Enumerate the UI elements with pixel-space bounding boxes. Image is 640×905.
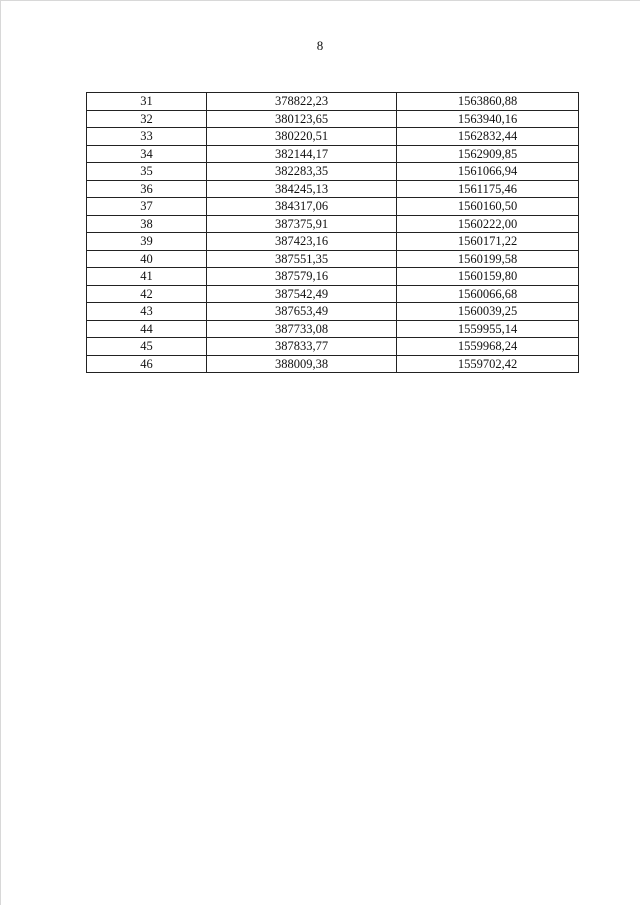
point-number-cell: 39 — [87, 233, 207, 251]
x-coordinate-cell: 382283,35 — [207, 163, 397, 181]
scan-edge-left — [0, 0, 1, 905]
y-coordinate-cell: 1560171,22 — [397, 233, 579, 251]
point-number-cell: 31 — [87, 93, 207, 111]
x-coordinate-cell: 387542,49 — [207, 285, 397, 303]
y-coordinate-cell: 1560066,68 — [397, 285, 579, 303]
y-coordinate-cell: 1563940,16 — [397, 110, 579, 128]
y-coordinate-cell: 1559968,24 — [397, 338, 579, 356]
point-number-cell: 32 — [87, 110, 207, 128]
x-coordinate-cell: 387551,35 — [207, 250, 397, 268]
table-row — [87, 163, 579, 181]
y-coordinate-cell: 1560039,25 — [397, 303, 579, 321]
x-coordinate-cell: 380220,51 — [207, 128, 397, 146]
point-number-cell: 43 — [87, 303, 207, 321]
table-row — [87, 198, 579, 216]
x-coordinate-cell: 387579,16 — [207, 268, 397, 286]
x-coordinate-cell: 387833,77 — [207, 338, 397, 356]
point-number-cell: 38 — [87, 215, 207, 233]
y-coordinate-cell: 1561175,46 — [397, 180, 579, 198]
x-coordinate-cell: 384245,13 — [207, 180, 397, 198]
table-row — [87, 110, 579, 128]
table-row — [87, 250, 579, 268]
x-coordinate-cell: 387423,16 — [207, 233, 397, 251]
point-number-cell: 46 — [87, 355, 207, 373]
point-number-cell: 33 — [87, 128, 207, 146]
x-coordinate-cell: 387733,08 — [207, 320, 397, 338]
page-number: 8 — [316, 38, 324, 53]
point-number-cell: 35 — [87, 163, 207, 181]
y-coordinate-cell: 1559955,14 — [397, 320, 579, 338]
x-coordinate-cell: 388009,38 — [207, 355, 397, 373]
y-coordinate-cell: 1561066,94 — [397, 163, 579, 181]
coordinates-table-body — [87, 93, 579, 373]
table-row — [87, 285, 579, 303]
point-number-cell: 44 — [87, 320, 207, 338]
coordinates-table — [86, 92, 579, 373]
table-row — [87, 233, 579, 251]
x-coordinate-cell: 387653,49 — [207, 303, 397, 321]
point-number-cell: 41 — [87, 268, 207, 286]
x-coordinate-cell: 384317,06 — [207, 198, 397, 216]
table-row — [87, 93, 579, 111]
table-row — [87, 355, 579, 373]
y-coordinate-cell: 1560222,00 — [397, 215, 579, 233]
table-row — [87, 145, 579, 163]
point-number-cell: 36 — [87, 180, 207, 198]
point-number-cell: 40 — [87, 250, 207, 268]
y-coordinate-cell: 1560160,50 — [397, 198, 579, 216]
table-row — [87, 320, 579, 338]
x-coordinate-cell: 382144,17 — [207, 145, 397, 163]
table-row — [87, 303, 579, 321]
y-coordinate-cell: 1560199,58 — [397, 250, 579, 268]
y-coordinate-cell: 1563860,88 — [397, 93, 579, 111]
x-coordinate-cell: 378822,23 — [207, 93, 397, 111]
table-row — [87, 180, 579, 198]
table-row — [87, 268, 579, 286]
point-number-cell: 42 — [87, 285, 207, 303]
table-row — [87, 338, 579, 356]
x-coordinate-cell: 387375,91 — [207, 215, 397, 233]
table-row — [87, 128, 579, 146]
y-coordinate-cell: 1559702,42 — [397, 355, 579, 373]
y-coordinate-cell: 1562909,85 — [397, 145, 579, 163]
point-number-cell: 34 — [87, 145, 207, 163]
point-number-cell: 37 — [87, 198, 207, 216]
x-coordinate-cell: 380123,65 — [207, 110, 397, 128]
table-row — [87, 215, 579, 233]
y-coordinate-cell: 1562832,44 — [397, 128, 579, 146]
scan-edge-top — [0, 0, 640, 1]
y-coordinate-cell: 1560159,80 — [397, 268, 579, 286]
point-number-cell: 45 — [87, 338, 207, 356]
